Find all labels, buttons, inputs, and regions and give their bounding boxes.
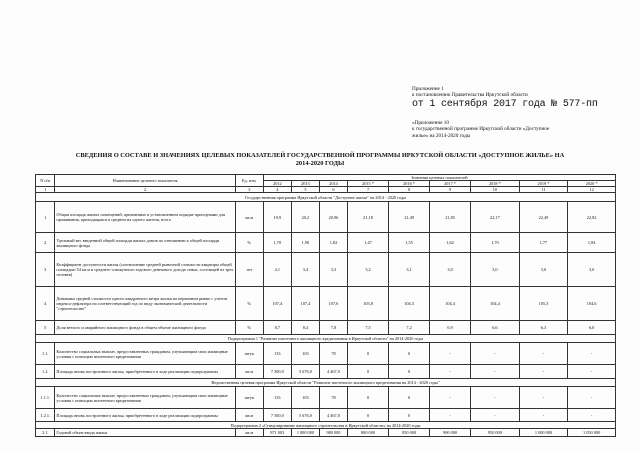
row-value: 21,18 [348, 202, 389, 233]
row-value: - [430, 365, 471, 379]
row-value: 3,4 [291, 253, 319, 287]
row-value: 4 467,0 [319, 365, 347, 379]
document-title [30, 152, 610, 168]
appendix-line: Приложение 1 [412, 86, 444, 92]
row-value: 7 300,0 [263, 409, 291, 422]
row-value: 1,55 [389, 233, 430, 253]
row-value: 1 000 000 [291, 429, 319, 437]
row-value: 3,3 [319, 253, 347, 287]
row-value: 980 000 [319, 429, 347, 437]
row-value: 107,4 [291, 287, 319, 321]
row-value: 103,8 [348, 287, 389, 321]
row-value: 20,2 [291, 202, 319, 233]
row-number: 1.1. [36, 343, 55, 365]
section-title: Государственная программа Иркутской области "Доступное жилье" на 2014 - 2020 годы [36, 193, 616, 202]
row-value: - [568, 343, 616, 365]
header-num: N п/п [36, 175, 55, 187]
row-value: - [471, 365, 520, 379]
row-number: 1.2. [36, 365, 55, 379]
column-number: 1 [36, 187, 55, 193]
row-value: - [430, 387, 471, 409]
row-value: 1 000 000 [519, 429, 568, 437]
row-value: - [519, 365, 568, 379]
row-value: 6,3 [519, 321, 568, 335]
row-unit: % [235, 287, 263, 321]
row-value: - [430, 343, 471, 365]
appendix-line: «Приложение 10 [412, 120, 449, 126]
row-name: Динамика средней стоимости одного квадратного метра жилья на первичном рынке с учетом индекса-дефлятора на соответствующий год по виду экономической деятельности "строительство" [55, 287, 235, 321]
row-unit: штук [235, 387, 263, 409]
row-value: 78 [319, 387, 347, 409]
header-unit: Ед. изм. [235, 175, 263, 187]
table-row [36, 253, 616, 287]
row-value: 1,62 [430, 233, 471, 253]
row-value: 6,0 [568, 321, 616, 335]
header-year: 2019 * [519, 181, 568, 187]
row-unit: штук [235, 343, 263, 365]
appendix-line: жилье» на 2014-2020 годы [412, 132, 471, 139]
row-value: 6,6 [471, 321, 520, 335]
row-value: 133 [263, 343, 291, 365]
row-value: 1,77 [519, 233, 568, 253]
row-value: 7,5 [348, 321, 389, 335]
appendix-block [412, 86, 632, 110]
row-value: 107,4 [263, 287, 291, 321]
row-value: 21,85 [430, 202, 471, 233]
column-number: 12 [568, 187, 616, 193]
row-value: 850 000 [389, 429, 430, 437]
row-name: Коэффициент доступности жилья (соотношение средней рыночной стоимости квартиры общей площадью 54 кв.м и среднего совокупного годового денежного дохода семьи, состоящей из трех человек) [55, 253, 235, 287]
row-number: 2 [36, 233, 55, 253]
table-row [36, 409, 616, 422]
row-number: 1.1.1. [36, 387, 55, 409]
header-year: 2020 * [568, 181, 616, 187]
row-value: 3,0 [568, 253, 616, 287]
row-value: 5 676,0 [291, 409, 319, 422]
row-value: 1,90 [291, 233, 319, 253]
row-number: 4 [36, 287, 55, 321]
header-year: 2018 * [471, 181, 520, 187]
row-value: 871 003 [263, 429, 291, 437]
column-number: 11 [519, 187, 568, 193]
row-value: 950 000 [471, 429, 520, 437]
row-name: Общая площадь жилых помещений, признанных в установленном порядке пригодными для проживания, приходящаяся в среднем на одного жителя, всего [55, 202, 235, 233]
table-row [36, 202, 616, 233]
row-value: 133 [263, 387, 291, 409]
row-value: - [430, 409, 471, 422]
row-number: 1.2.1. [36, 409, 55, 422]
row-value: 22,49 [519, 202, 568, 233]
row-value: 104,4 [430, 287, 471, 321]
section-title: Ведомственная целевая программа Иркутской области "Развитие ипотечного жилищного кредитования на 2014 - 2020 годы" [36, 379, 616, 387]
row-value: 105,3 [519, 287, 568, 321]
row-value: - [471, 343, 520, 365]
row-number: 5 [36, 321, 55, 335]
column-number: 9 [430, 187, 471, 193]
column-number: 7 [348, 187, 389, 193]
row-value: 5 676,0 [291, 365, 319, 379]
row-value: 21,49 [389, 202, 430, 233]
row-value: 3,0 [471, 253, 520, 287]
row-value: 3,1 [389, 253, 430, 287]
table-row [36, 429, 616, 437]
row-unit: кв.м [235, 409, 263, 422]
row-number: 3 [36, 253, 55, 287]
row-name: Удельный вес введенной общей площади жилых домов по отношению к общей площади жилищного фонда [55, 233, 235, 253]
column-number: 2 [55, 187, 235, 193]
title-line: 2014-2020 ГОДЫ [295, 160, 345, 167]
row-value: 22,17 [471, 202, 520, 233]
row-value: 7 300,0 [263, 365, 291, 379]
row-value: 800 000 [348, 429, 389, 437]
section-row [36, 422, 616, 429]
row-value: - [568, 409, 616, 422]
row-value: 107,6 [319, 287, 347, 321]
appendix-line: к постановлению Правительства Иркутской области [412, 92, 528, 99]
row-value: - [519, 343, 568, 365]
column-number: 10 [471, 187, 520, 193]
row-unit: кв.м [235, 202, 263, 233]
row-name: Количество социальных выплат, предоставленных гражданам, улучшающим свои жилищные условия с помощью ипотечного кредитования [55, 343, 235, 365]
header-year: 2012 [263, 181, 291, 187]
header-year: 2016 * [389, 181, 430, 187]
row-unit: % [235, 321, 263, 335]
row-value: 3,0 [430, 253, 471, 287]
section-row [36, 335, 616, 343]
column-number: 5 [291, 187, 319, 193]
row-value: - [568, 365, 616, 379]
row-value: 7,8 [319, 321, 347, 335]
table-row [36, 387, 616, 409]
row-value: 1,70 [471, 233, 520, 253]
row-value: 78 [319, 343, 347, 365]
section-row [36, 379, 616, 387]
table-row [36, 287, 616, 321]
row-number: 1 [36, 202, 55, 233]
header-year: 2017 * [430, 181, 471, 187]
appendix-reference [412, 120, 622, 139]
row-value: 8,4 [291, 321, 319, 335]
table-row [36, 321, 616, 335]
row-value: 0 [348, 409, 389, 422]
header-year: 2013 [291, 181, 319, 187]
row-value: 0 [389, 343, 430, 365]
row-name: Площадь вновь построенного жилья, приобретенного в ходе реализации подпрограммы [55, 409, 235, 422]
row-unit: кв.м [235, 365, 263, 379]
table-row [36, 365, 616, 379]
row-value: - [519, 409, 568, 422]
row-value: 3,0 [519, 253, 568, 287]
row-value: 4,1 [263, 253, 291, 287]
row-value: 0 [389, 365, 430, 379]
row-value: 6,9 [430, 321, 471, 335]
column-number: 4 [263, 187, 291, 193]
order-stamp: от 1 сентября 2017 года № 577-пп [412, 98, 598, 110]
row-value: 8,7 [263, 321, 291, 335]
row-value: 19,9 [263, 202, 291, 233]
row-unit: кв.м [235, 429, 263, 437]
row-value: 7,2 [389, 321, 430, 335]
row-value: 1 050 000 [568, 429, 616, 437]
row-value: - [471, 387, 520, 409]
column-number: 8 [389, 187, 430, 193]
row-value: 0 [348, 343, 389, 365]
row-name: Годовой объем ввода жилья [55, 429, 235, 437]
column-number: 3 [235, 187, 263, 193]
row-value: 0 [389, 409, 430, 422]
row-value: 1,47 [348, 233, 389, 253]
row-unit: % [235, 233, 263, 253]
row-value: 3,2 [348, 253, 389, 287]
row-name: Количество социальных выплат, предоставленных гражданам, улучшающим свои жилищные условия с помощью ипотечного кредитования [55, 387, 235, 409]
header-name: Наименование целевого показателя [55, 175, 235, 187]
row-number: 2.1. [36, 429, 55, 437]
row-value: - [471, 409, 520, 422]
row-value: 1,82 [319, 233, 347, 253]
row-value: 0 [348, 387, 389, 409]
table-row [36, 343, 616, 365]
row-name: Площадь вновь построенного жилья, приобретенного в ходе реализации подпрограммы [55, 365, 235, 379]
section-title: Подпрограмма 2 «Стимулирование жилищного строительства в Иркутской области» на 2014-2020 годы [36, 422, 616, 429]
row-value: 900 000 [430, 429, 471, 437]
row-value: - [568, 387, 616, 409]
header-year: 2015 * [348, 181, 389, 187]
column-number: 6 [319, 187, 347, 193]
row-value: 4 467,0 [319, 409, 347, 422]
row-value: 103 [291, 343, 319, 365]
row-value: 104,4 [471, 287, 520, 321]
section-row [36, 193, 616, 202]
row-value: 104,3 [389, 287, 430, 321]
row-unit: лет [235, 253, 263, 287]
header-values: Значения целевых показателей [263, 175, 615, 181]
row-value: - [519, 387, 568, 409]
section-title: Подпрограмма 1 "Развитие ипотечного жилищного кредитования в Иркутской области" на 2014-2020 годы [36, 335, 616, 343]
row-value: 1,70 [263, 233, 291, 253]
row-value: 20,96 [319, 202, 347, 233]
row-value: 0 [348, 365, 389, 379]
row-value: 103 [291, 387, 319, 409]
row-value: 1,84 [568, 233, 616, 253]
table-row [36, 233, 616, 253]
row-value: 104,6 [568, 287, 616, 321]
indicators-table [35, 174, 616, 437]
appendix-line: к государственной программе Иркутской области «Доступное [412, 126, 550, 133]
row-value: 22,82 [568, 202, 616, 233]
title-line: СВЕДЕНИЯ О СОСТАВЕ И ЗНАЧЕНИЯХ ЦЕЛЕВЫХ ПОКАЗАТЕЛЕЙ ГОСУДАРСТВЕННОЙ ПРОГРАММЫ ИРКУТСКОЙ ОБЛАСТИ «ДОСТУПНОЕ ЖИЛЬЕ» НА [75, 152, 565, 159]
header-year: 2014 [319, 181, 347, 187]
row-name: Доля ветхого и аварийного жилищного фонда в общем объеме жилищного фонда [55, 321, 235, 335]
row-value: 0 [389, 387, 430, 409]
